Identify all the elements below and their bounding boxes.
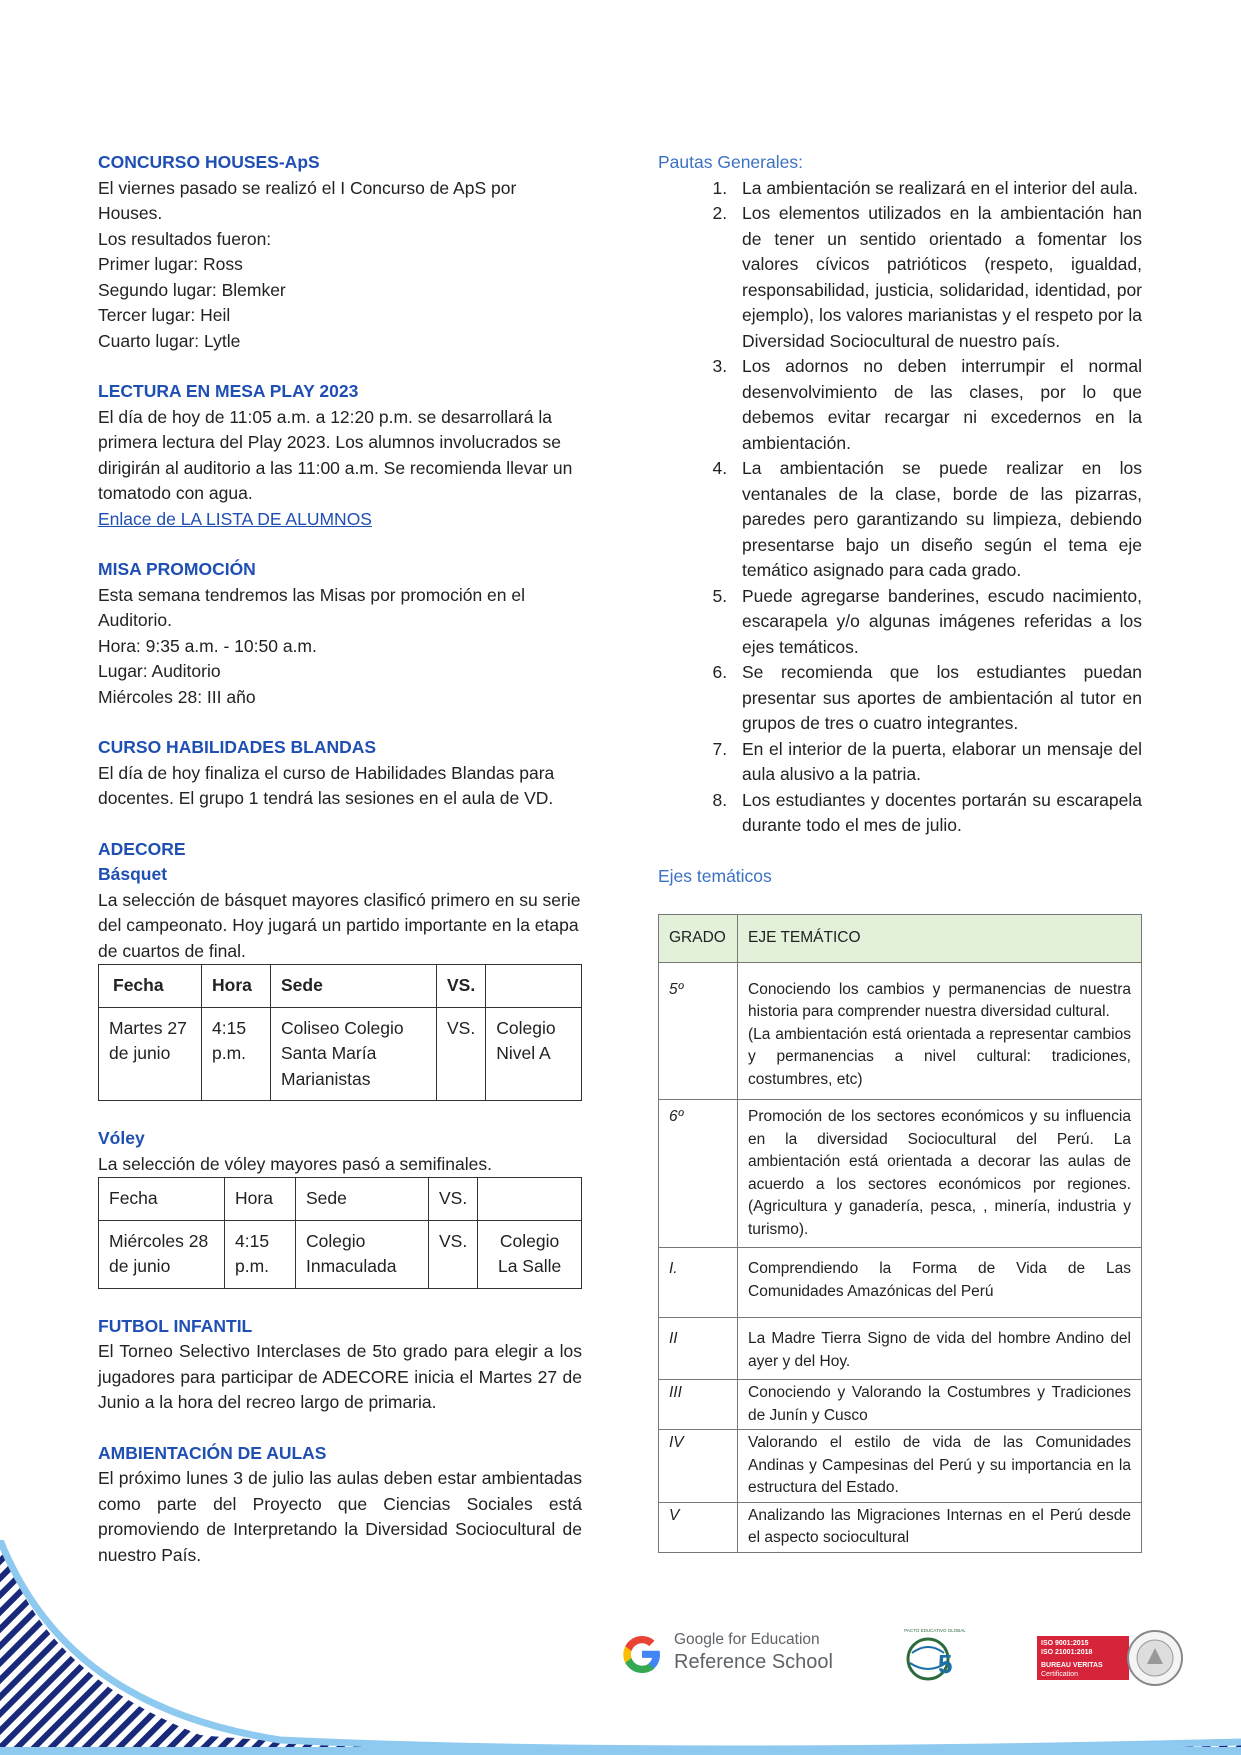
cell-grado: III	[659, 1380, 738, 1430]
iso-badge	[1037, 1636, 1129, 1680]
pacto-educativo-logo	[895, 1628, 975, 1690]
curso-title: CURSO HABILIDADES BLANDAS	[98, 737, 377, 757]
col-vs: VS.	[437, 965, 486, 1008]
table-row	[659, 1248, 1142, 1318]
list-item: 3. Los adornos no deben interrumpir el normal desenvolvimiento de las clases, por lo que debemos evitar recargar ni excedernos en la ambientación.	[732, 354, 1142, 456]
col-eje: EJE TEMÁTICO	[738, 915, 1142, 963]
footer-logos	[620, 1628, 1190, 1708]
basquet-table	[98, 964, 582, 1101]
eje-note: (La ambientación está orientada a representar cambios y permanencias a nivel cultural: tradiciones, costumbres, etc)	[748, 1025, 1131, 1088]
cell-eje	[738, 962, 1142, 1100]
list-item: 6. Se recomienda que los estudiantes puedan presentar sus aportes de ambientación al tutor en grupos de tres o cuatro integrantes.	[732, 660, 1142, 737]
iso-2: ISO 21001:2018	[1041, 1649, 1093, 1656]
cell-eje: Conociendo y Valorando la Costumbres y Tradiciones de Junín y Cusco	[738, 1380, 1142, 1430]
concurso-line: Segundo lugar: Blemker	[98, 279, 286, 300]
cell-hora: 4:15 p.m.	[225, 1220, 296, 1288]
cell-fecha: Miércoles 28 de junio	[99, 1220, 225, 1288]
concurso-line: Primer lugar: Ross	[98, 254, 243, 274]
futbol-title: FUTBOL INFANTIL	[98, 1315, 253, 1336]
col-rival	[478, 1178, 582, 1221]
misa-title: MISA PROMOCIÓN	[98, 559, 256, 579]
curso-text: El día de hoy finaliza el curso de Habilidades Blandas para docentes. El grupo 1 tendrá las sesiones en el aula de VD.	[98, 762, 555, 808]
cell-grado: IV	[659, 1430, 738, 1503]
misa-line: Esta semana tendremos las Misas por promoción en el Auditorio.	[98, 584, 526, 630]
list-item: 8. Los estudiantes y docentes portarán su escarapela durante todo el mes de julio.	[732, 788, 1142, 839]
right-column	[658, 150, 1142, 1553]
cell-vs: VS.	[437, 1007, 486, 1101]
ejes-table	[658, 914, 1142, 1553]
lista-alumnos-link[interactable]: Enlace de LA LISTA DE ALUMNOS	[98, 508, 372, 529]
pautas-list	[658, 176, 1142, 839]
concurso-title: CONCURSO HOUSES-ApS	[98, 152, 320, 172]
cell-rival: Colegio Nivel A	[486, 1007, 582, 1101]
table-row	[659, 1380, 1142, 1430]
cell-eje: La Madre Tierra Signo de vida del hombre Andino del ayer y del Hoy.	[738, 1318, 1142, 1380]
google-line-2: Reference School	[674, 1651, 833, 1673]
list-item: 5. Puede agregarse banderines, escudo nacimiento, escarapela y/o algunas imágenes referidas a los ejes temáticos.	[732, 584, 1142, 661]
cell-sede: Colegio Inmaculada	[296, 1220, 429, 1288]
lectura-title: LECTURA EN MESA PLAY 2023	[98, 381, 359, 401]
voley-table	[98, 1177, 582, 1289]
list-item: 7. En el interior de la puerta, elaborar un mensaje del aula alusivo a la patria.	[732, 737, 1142, 788]
cell-grado: II	[659, 1318, 738, 1380]
google-line-1: Google for Education	[674, 1631, 820, 1648]
misa-line: Lugar: Auditorio	[98, 661, 221, 681]
pautas-title: Pautas Generales:	[658, 152, 803, 172]
cell-eje: Promoción de los sectores económicos y su influencia en la diversidad Sociocultural del Perú. La ambientación está orientada a decorar las aulas de acuerdo a los sectores económicos por regiones. (Agricultura y ganadería, pesca, , minería, industria y turismo).	[738, 1100, 1142, 1248]
col-sede: Sede	[296, 1178, 429, 1221]
cell-grado: V	[659, 1502, 738, 1552]
concurso-line: Tercer lugar: Heil	[98, 305, 231, 325]
globe-icon	[900, 1633, 970, 1685]
adecore-title: ADECORE	[98, 838, 186, 859]
list-item: 4. La ambientación se puede realizar en los ventanales de la clase, borde de las pizarras, paredes pero garantizando su limpieza, debiendo presentarse bajo un diseño según el tema eje temático asignado para cada grado.	[732, 456, 1142, 584]
cell-sede: Coliseo Colegio Santa María Marianistas	[271, 1007, 437, 1101]
bv-label: BUREAU VERITAS	[1041, 1662, 1103, 1669]
voley-text: La selección de vóley mayores pasó a semifinales.	[98, 1153, 492, 1174]
col-hora: Hora	[225, 1178, 296, 1221]
voley-subtitle: Vóley	[98, 1128, 145, 1148]
cell-vs: VS.	[429, 1220, 478, 1288]
table-row	[659, 962, 1142, 1100]
iso-1: ISO 9001:2015	[1041, 1640, 1089, 1647]
table-row	[659, 1100, 1142, 1248]
cell-hora: 4:15 p.m.	[202, 1007, 271, 1101]
cert-label: Certification	[1041, 1671, 1078, 1678]
cell-rival: Colegio La Salle	[478, 1220, 582, 1288]
concurso-line: El viernes pasado se realizó el I Concurso de ApS por Houses.	[98, 177, 517, 223]
col-grado: GRADO	[659, 915, 738, 963]
basquet-text: La selección de básquet mayores clasificó primero en su serie del campeonato. Hoy jugará un partido importante en la etapa de cuartos de final.	[98, 889, 581, 961]
ambientacion-text: El próximo lunes 3 de julio las aulas deben estar ambientadas como parte del Proyecto que Ciencias Sociales está promoviendo de Interpretando la Diversidad Sociocultural de nuestro País.	[98, 1468, 582, 1565]
cell-eje: Comprendiendo la Forma de Vida de Las Comunidades Amazónicas del Perú	[738, 1248, 1142, 1318]
table-row	[99, 1220, 582, 1288]
col-fecha: Fecha	[99, 1178, 225, 1221]
table-header-row	[99, 1178, 582, 1221]
basquet-subtitle: Básquet	[98, 864, 168, 884]
col-sede: Sede	[271, 965, 437, 1008]
cell-grado: 5º	[659, 962, 738, 1100]
ambientacion-title: AMBIENTACIÓN DE AULAS	[98, 1442, 327, 1463]
table-header-row	[99, 965, 582, 1008]
col-hora: Hora	[202, 965, 271, 1008]
col-rival	[486, 965, 582, 1008]
bureau-veritas-seal-icon	[1125, 1628, 1185, 1688]
concurso-line: Los resultados fueron:	[98, 228, 272, 249]
concurso-line: Cuarto lugar: Lytle	[98, 330, 241, 351]
cell-grado: I.	[659, 1248, 738, 1318]
google-reference-text	[674, 1630, 833, 1675]
table-row	[99, 1007, 582, 1101]
list-item: 1. La ambientación se realizará en el interior del aula.	[732, 176, 1142, 202]
list-item: 2. Los elementos utilizados en la ambientación han de tener un sentido orientado a fomentar los valores cívicos patrióticos (respeto, igualdad, responsabilidad, justicia, solidaridad, identidad, por ejemplo), los valores marianistas y el respeto por la Diversidad Sociocultural de nuestro país.	[732, 201, 1142, 354]
google-logo-icon	[620, 1632, 664, 1676]
bureau-veritas-logo	[1037, 1628, 1197, 1688]
table-row	[659, 1430, 1142, 1503]
ejes-title: Ejes temáticos	[658, 865, 772, 886]
svg-text:5: 5	[938, 1649, 953, 1679]
pacto-label: PACTO EDUCATIVO GLOBAL	[904, 1628, 966, 1633]
cell-eje: Valorando el estilo de vida de las Comunidades Andinas y Campesinas del Perú y su importancia en la estructura del Estado.	[738, 1430, 1142, 1503]
futbol-text: El Torneo Selectivo Interclases de 5to grado para elegir a los jugadores para participar de ADECORE inicia el Martes 27 de Junio a la hora del recreo largo de primaria.	[98, 1341, 582, 1412]
cell-grado: 6º	[659, 1100, 738, 1248]
table-row	[659, 1318, 1142, 1380]
lectura-text: El día de hoy de 11:05 a.m. a 12:20 p.m. se desarrollará la primera lectura del Play 2023. Los alumnos involucrados se dirigirán al auditorio a las 11:00 a.m. Se recomienda llevar un tomatodo con agua.	[98, 406, 573, 503]
col-vs: VS.	[429, 1178, 478, 1221]
cell-fecha: Martes 27 de junio	[99, 1007, 202, 1101]
eje-text: Conociendo los cambios y permanencias de nuestra historia para comprender nuestra diversidad cultural.	[748, 980, 1131, 1020]
table-header-row	[659, 915, 1142, 963]
col-fecha: Fecha	[99, 965, 202, 1008]
cell-eje: Analizando las Migraciones Internas en el Perú desde el aspecto sociocultural	[738, 1502, 1142, 1552]
misa-line: Hora: 9:35 a.m. - 10:50 a.m.	[98, 635, 317, 656]
misa-line: Miércoles 28: III año	[98, 686, 256, 707]
left-column	[98, 150, 582, 1568]
